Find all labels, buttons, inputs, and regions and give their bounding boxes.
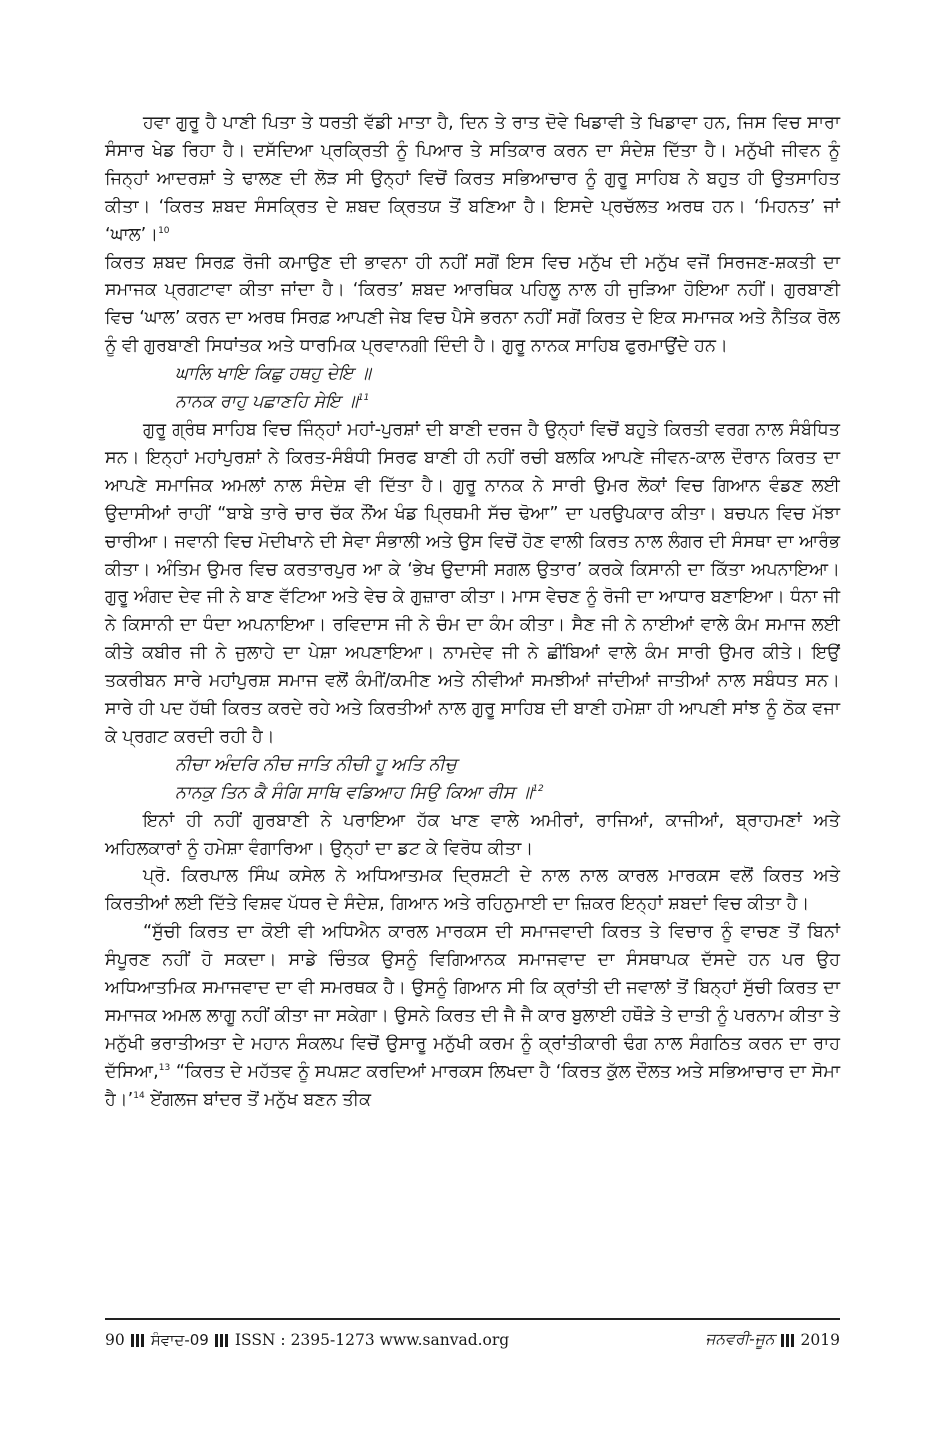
verse-line: ਨਾਨਕ ਰਾਹੁ ਪਛਾਣਹਿ ਸੇਇ ॥$^{11}$ [175, 392, 370, 413]
paragraph-text: ਏਂਗਲਜ ਬਾਂਦਰ ਤੋਂ ਮਨੁੱਖ ਬਣਨ ਤੀਕ [144, 1089, 372, 1110]
verse-line: ਘਾਲਿ ਖਾਇ ਕਿਛੁ ਹਥਹੁ ਦੇਇ ॥ [175, 364, 371, 385]
paragraph [105, 808, 840, 864]
paragraph-text: ਗੁਰੂ ਗ੍ਰੰਥ ਸਾਹਿਬ ਵਿਚ ਜਿੰਨ੍ਹਾਂ ਮਹਾਂ-ਪੁਰਸ਼ਾਂ ਦੀ ਬਾਣੀ ਦਰਜ ਹੈ ਉਨ੍ਹਾਂ ਵਿਚੋਂ ਬਹੁਤੇ ਕਿਰਤੀ ਵਰਗ ਨਾਲ ਸੰਬੰਧਿਤ ਸਨ। ਇਨ੍ਹਾਂ ਮਹਾਂਪੁਰਸ਼ਾਂ ਨੇ ਕਿਰਤ-ਸੰਬੰਧੀ ਸਿਰਫ ਬਾਣੀ ਹੀ ਨਹੀਂ ਰਚੀ ਬਲਕਿ ਆਪਣੇ ਜੀਵਨ-ਕਾਲ ਦੌਰਾਨ ਕਿਰਤ ਦਾ ਆਪਣੇ ਸਮਾਜਿਕ ਅਮਲਾਂ ਨਾਲ ਸੰਦੇਸ਼ ਵੀ ਦਿੱਤਾ ਹੈ। ਗੁਰੂ ਨਾਨਕ ਨੇ ਸਾਰੀ ਉਮਰ ਲੋਕਾਂ ਵਿਚ ਗਿਆਨ ਵੰਡਣ ਲਈ ਉਦਾਸੀਆਂ ਰਾਹੀਂ “ਬਾਬੇ ਤਾਰੇ ਚਾਰ ਚੱਕ ਨੌਂਅ ਖੰਡ ਪ੍ਰਿਥਮੀ ਸੱਚ ਢੋਆ” ਦਾ ਪਰਉਪਕਾਰ ਕੀਤਾ। ਬਚਪਨ ਵਿਚ ਮੱਝਾ ਚਾਰੀਆ। ਜਵਾਨੀ ਵਿਚ ਮੋਦੀਖਾਨੇ ਦੀ ਸੇਵਾ ਸੰਭਾਲੀ ਅਤੇ ਉਸ ਵਿਚੋਂ ਹੋਣ ਵਾਲੀ ਕਿਰਤ ਨਾਲ ਲੰਗਰ ਦੀ ਸੰਸਥਾ ਦਾ ਆਰੰਭ ਕੀਤਾ। ਅੰਤਿਮ ਉਮਰ ਵਿਚ ਕਰਤਾਰਪੁਰ ਆ ਕੇ ‘ਭੇਖ ਉਦਾਸੀ ਸਗਲ ਉਤਾਰ’ ਕਰਕੇ ਕਿਸਾਨੀ ਦਾ ਕਿੱਤਾ ਅਪਨਾਇਆ। ਗੁਰੂ ਅੰਗਦ ਦੇਵ ਜੀ ਨੇ ਬਾਣ ਵੱਟਿਆ ਅਤੇ ਵੇਚ ਕੇ ਗੁਜ਼ਾਰਾ ਕੀਤਾ। ਮਾਸ ਵੇਚਣ ਨੂੰ ਰੋਜੀ ਦਾ ਆਧਾਰ ਬਣਾਇਆ। ਧੰਨਾ ਜੀ ਨੇ ਕਿਸਾਨੀ ਦਾ ਧੰਦਾ ਅਪਨਾਇਆ। ਰਵਿਦਾਸ ਜੀ ਨੇ ਚੰਮ ਦਾ ਕੰਮ ਕੀਤਾ। ਸੈਣ ਜੀ ਨੇ ਨਾਈਆਂ ਵਾਲੇ ਕੰਮ ਸਮਾਜ ਲਈ ਕੀਤੇ ਕਬੀਰ ਜੀ ਨੇ ਜੁਲਾਹੇ ਦਾ ਪੇਸ਼ਾ ਅਪਣਾਇਆ। ਨਾਮਦੇਵ ਜੀ ਨੇ ਛੀਂਬਿਆਂ ਵਾਲੇ ਕੰਮ ਸਾਰੀ ਉਮਰ ਕੀਤੇ। ਇਉਂ ਤਕਰੀਬਨ ਸਾਰੇ ਮਹਾਂਪੁਰਸ਼ ਸਮਾਜ ਵਲੋਂ ਕੰਮੀਂ/ਕਮੀਣ ਅਤੇ ਨੀਵੀਆਂ ਸਮਝੀਆਂ ਜਾਂਦੀਆਂ ਜਾਤੀਆਂ ਨਾਲ ਸਬੰਧਤ ਸਨ। ਸਾਰੇ ਹੀ ਪਦ ਹੱਥੀ ਕਿਰਤ ਕਰਦੇ ਰਹੇ ਅਤੇ ਕਿਰਤੀਆਂ ਨਾਲ ਗੁਰੂ ਸਾਹਿਬ ਦੀ ਬਾਣੀ ਹਮੇਸ਼ਾ ਹੀ ਆਪਣੀ ਸਾਂਝ ਨੂੰ ਠੋਕ ਵਜਾ ਕੇ ਪ੍ਰਗਟ ਕਰਦੀ ਰਹੀ ਹੈ। [105, 419, 840, 747]
issue-months: ਜਨਵਰੀ-ਜੂਨ [705, 1330, 775, 1348]
paragraph-text: ਪ੍ਰੋ. ਕਿਰਪਾਲ ਸਿੰਘ ਕਸੇਲ ਨੇ ਅਧਿਆਤਮਕ ਦ੍ਰਿਸ਼ਟੀ ਦੇ ਨਾਲ ਨਾਲ ਕਾਰਲ ਮਾਰਕਸ ਵਲੋਂ ਕਿਰਤ ਅਤੇ ਕਿਰਤੀਆਂ ਲਈ ਦਿੱਤੇ ਵਿਸ਼ਵ ਪੱਧਰ ਦੇ ਸੰਦੇਸ਼, ਗਿਆਨ ਅਤੇ ਰਹਿਨੁਮਾਈ ਦਾ ਜ਼ਿਕਰ ਇਨ੍ਹਾਂ ਸ਼ਬਦਾਂ ਵਿਚ ਕੀਤਾ ਹੈ। [105, 866, 840, 915]
paragraph [105, 863, 840, 919]
paragraph [105, 919, 840, 1114]
footer-right [705, 1330, 840, 1349]
issn-website: ISSN : 2395-1273 www.sanvad.org [234, 1330, 510, 1349]
separator-bars-icon [781, 1333, 795, 1347]
paragraph [105, 417, 840, 752]
page-footer [105, 1318, 840, 1349]
footnote-ref: 11 [357, 393, 370, 404]
footnote-ref: 13 [158, 1062, 171, 1073]
footnote-ref: 10 [158, 225, 170, 236]
paragraph-text: “ਕਿਰਤ ਦੇ ਮਹੱਤਵ ਨੂੰ ਸਪਸ਼ਟ ਕਰਦਿਆਂ ਮਾਰਕਸ ਲਿਖਦਾ ਹੈ ‘ਕਿਰਤ ਕੁੱਲ ਦੌਲਤ ਅਤੇ ਸਭਿਆਚਾਰ ਦਾ ਸੋਮਾ ਹੈ।’ [105, 1061, 840, 1110]
separator-bars-icon [215, 1333, 229, 1347]
verse-line: ਨਾਨਕੁ ਤਿਨ ਕੈ ਸੰਗਿ ਸਾਥਿ ਵਡਿਆਹ ਸਿਉ ਕਿਆ ਰੀਸ ॥$^{12}$ [175, 782, 544, 803]
separator-bars-icon [131, 1333, 145, 1347]
page-body [105, 110, 840, 1115]
paragraph [105, 110, 840, 250]
paragraph-text: ਇਨਾਂ ਹੀ ਨਹੀਂ ਗੁਰਬਾਣੀ ਨੇ ਪਰਾਇਆ ਹੱਕ ਖਾਣ ਵਾਲੇ ਅਮੀਰਾਂ, ਰਾਜਿਆਂ, ਕਾਜੀਆਂ, ਬ੍ਰਾਹਮਣਾਂ ਅਤੇ ਅਹਿਲਕਾਰਾਂ ਨੂੰ ਹਮੇਸ਼ਾ ਵੰਗਾਰਿਆ। ਉਨ੍ਹਾਂ ਦਾ ਡਟ ਕੇ ਵਿਰੋਧ ਕੀਤਾ। [105, 810, 840, 859]
paragraph-text: “ਸੁੱਚੀ ਕਿਰਤ ਦਾ ਕੋਈ ਵੀ ਅਧਿਐਨ ਕਾਰਲ ਮਾਰਕਸ ਦੀ ਸਮਾਜਵਾਦੀ ਕਿਰਤ ਤੇ ਵਿਚਾਰ ਨੂੰ ਵਾਚਣ ਤੋਂ ਬਿਨਾਂ ਸੰਪੂਰਣ ਨਹੀਂ ਹੋ ਸਕਦਾ। ਸਾਡੇ ਚਿੰਤਕ ਉਸਨੂੰ ਵਿਗਿਆਨਕ ਸਮਾਜਵਾਦ ਦਾ ਸੰਸਥਾਪਕ ਦੱਸਦੇ ਹਨ ਪਰ ਉਹ ਅਧਿਆਤਮਿਕ ਸਮਾਜਵਾਦ ਦਾ ਵੀ ਸਮਰਥਕ ਹੈ। ਉਸਨੂੰ ਗਿਆਨ ਸੀ ਕਿ ਕ੍ਰਾਂਤੀ ਦੀ ਜਵਾਲਾਂ ਤੋਂ ਬਿਨ੍ਹਾਂ ਸੁੱਚੀ ਕਿਰਤ ਦਾ ਸਮਾਜਕ ਅਮਲ ਲਾਗੂ ਨਹੀਂ ਕੀਤਾ ਜਾ ਸਕੇਗਾ। ਉਸਨੇ ਕਿਰਤ ਦੀ ਜੈ ਜੈ ਕਾਰ ਬੁਲਾਈ ਹਥੌੜੇ ਤੇ ਦਾਤੀ ਨੂੰ ਪਰਨਾਮ ਕੀਤਾ ਤੇ ਮਨੁੱਖੀ ਭਰਾਤੀਅਤਾ ਦੇ ਮਹਾਨ ਸੰਕਲਪ ਵਿਚੋਂ ਉਸਾਰੂ ਮਨੁੱਖੀ ਕਰਮ ਨੂੰ ਕ੍ਰਾਂਤੀਕਾਰੀ ਢੰਗ ਨਾਲ ਸੰਗਠਿਤ ਕਰਨ ਦਾ ਰਾਹ ਦੱਸਿਆ, [105, 922, 840, 1082]
footnote-ref: 12 [532, 783, 544, 794]
paragraph [105, 250, 840, 362]
issue-year: 2019 [800, 1330, 840, 1349]
footnote-ref: 14 [133, 1090, 145, 1101]
paragraph-text: ਹਵਾ ਗੁਰੂ ਹੈ ਪਾਣੀ ਪਿਤਾ ਤੇ ਧਰਤੀ ਵੱਡੀ ਮਾਤਾ ਹੈ, ਦਿਨ ਤੇ ਰਾਤ ਦੋਵੇ ਖਿਡਾਵੀ ਤੇ ਖਿਡਾਵਾ ਹਨ, ਜਿਸ ਵਿਚ ਸਾਰਾ ਸੰਸਾਰ ਖੇਡ ਰਿਹਾ ਹੈ। ਦਸੱਦਿਆ ਪ੍ਰਕ੍ਰਿਤੀ ਨੂੰ ਪਿਆਰ ਤੇ ਸਤਿਕਾਰ ਕਰਨ ਦਾ ਸੰਦੇਸ਼ ਦਿੱਤਾ ਹੈ। ਮਨੁੱਖੀ ਜੀਵਨ ਨੂੰ ਜਿਨ੍ਹਾਂ ਆਦਰਸ਼ਾਂ ਤੇ ਢਾਲਣ ਦੀ ਲੋੜ ਸੀ ਉਨ੍ਹਾਂ ਵਿਚੋਂ ਕਿਰਤ ਸਭਿਆਚਾਰ ਨੂੰ ਗੁਰੂ ਸਾਹਿਬ ਨੇ ਬਹੁਤ ਹੀ ਉਤਸਾਹਿਤ ਕੀਤਾ। ‘ਕਿਰਤ ਸ਼ਬਦ ਸੰਸਕ੍ਰਿਤ ਦੇ ਸ਼ਬਦ ਕ੍ਰਿਤਯ ਤੋਂ ਬਣਿਆ ਹੈ। ਇਸਦੇ ਪ੍ਰਚੱਲਤ ਅਰਥ ਹਨ। ‘ਮਿਹਨਤ’ ਜਾਂ ‘ਘਾਲ’। [105, 113, 840, 245]
paragraph-text: ਕਿਰਤ ਸ਼ਬਦ ਸਿਰਫ਼ ਰੋਜੀ ਕਮਾਉਣ ਦੀ ਭਾਵਨਾ ਹੀ ਨਹੀਂ ਸਗੋਂ ਇਸ ਵਿਚ ਮਨੁੱਖ ਦੀ ਮਨੁੱਖ ਵਜੋਂ ਸਿਰਜਣ-ਸ਼ਕਤੀ ਦਾ ਸਮਾਜਕ ਪ੍ਰਗਟਾਵਾ ਕੀਤਾ ਜਾਂਦਾ ਹੈ। ‘ਕਿਰਤ’ ਸ਼ਬਦ ਆਰਥਿਕ ਪਹਿਲੂ ਨਾਲ ਹੀ ਜੁੜਿਆ ਹੋਇਆ ਨਹੀਂ। ਗੁਰਬਾਣੀ ਵਿਚ ‘ਘਾਲ’ ਕਰਨ ਦਾ ਅਰਥ ਸਿਰਫ਼ ਆਪਣੀ ਜੇਬ ਵਿਚ ਪੈਸੇ ਭਰਨਾ ਨਹੀਂ ਸਗੋਂ ਕਿਰਤ ਦੇ ਇਕ ਸਮਾਜਕ ਅਤੇ ਨੈਤਿਕ ਰੋਲ ਨੂੰ ਵੀ ਗੁਰਬਾਣੀ ਸਿਧਾਂਤਕ ਅਤੇ ਧਾਰਮਿਕ ਪ੍ਰਵਾਨਗੀ ਦਿੰਦੀ ਹੈ। ਗੁਰੂ ਨਾਨਕ ਸਾਹਿਬ ਫੁਰਮਾਉਂਦੇ ਹਨ। [105, 252, 840, 357]
footer-left [105, 1331, 509, 1349]
journal-name: ਸੰਵਾਦ-09 [150, 1330, 209, 1349]
verse-line: ਨੀਚਾ ਅੰਦਰਿ ਨੀਚ ਜਾਤਿ ਨੀਚੀ ਹੂ ਅਤਿ ਨੀਚੁ [175, 754, 457, 775]
page-number: 90 [105, 1330, 125, 1349]
